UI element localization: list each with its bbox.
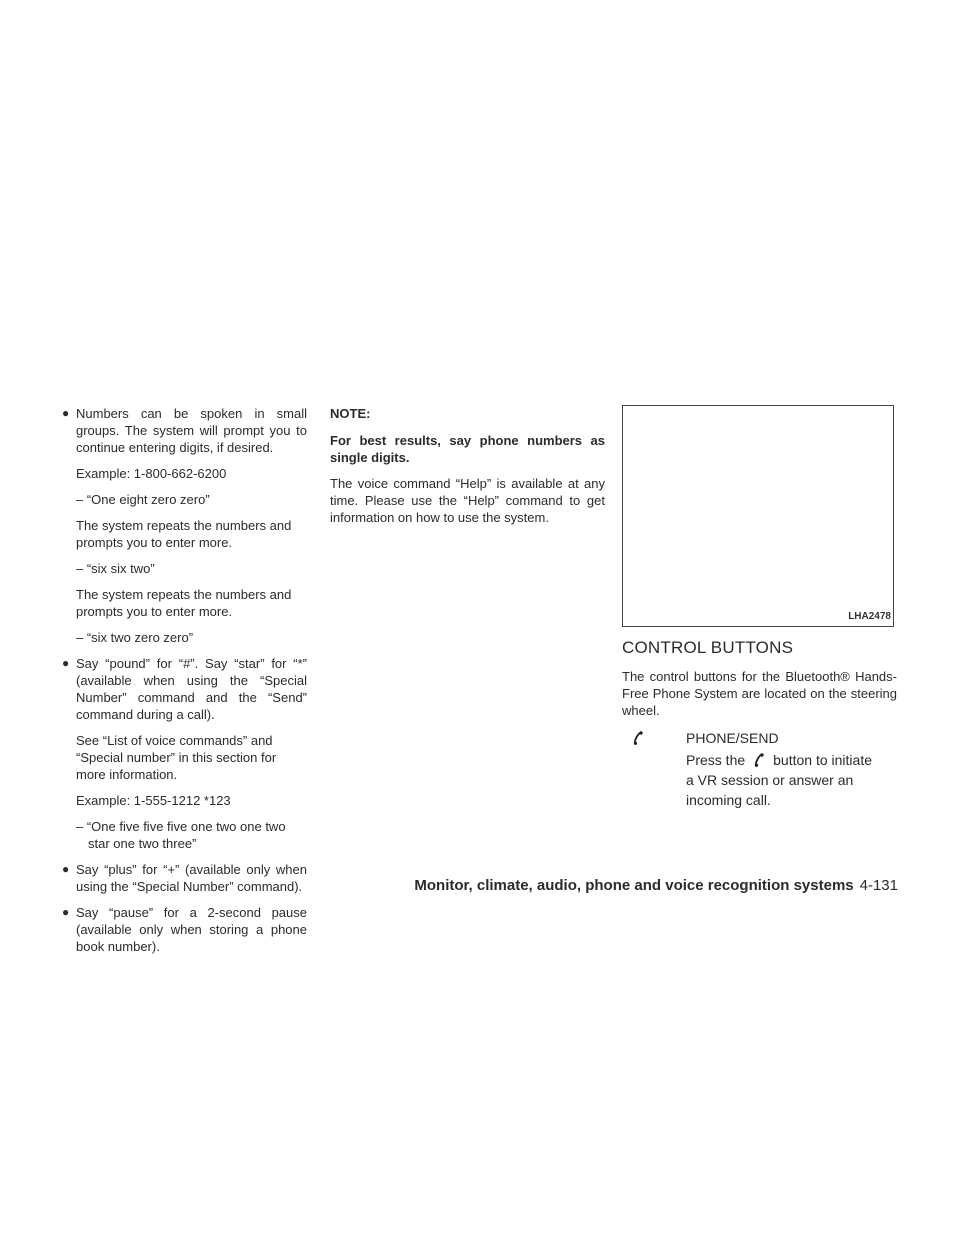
note-text: The voice command “Help” is available at any time. Please use the “Help” command to get information on how to use the system. [330, 476, 605, 525]
bullet-icon: ● [62, 862, 70, 876]
figure-label: LHA2478 [848, 611, 891, 622]
middle-column [330, 405, 605, 535]
note-bold-text: For best results, say phone numbers as single digits. [330, 433, 605, 465]
figure-placeholder [622, 405, 894, 627]
control-title: PHONE/SEND [686, 730, 779, 746]
phone-handset-icon [751, 752, 765, 768]
control-description: Press the button to initiate a VR session or answer an incoming call. [686, 752, 872, 808]
page-number: 4-131 [859, 877, 898, 894]
list-item: ● Say “pound” for “#”. Say “star” for “*” (available when using the “Special Number” command and the “Send” command during a call). [62, 656, 307, 722]
spoken-example: – “six two zero zero” [76, 630, 194, 645]
left-column [62, 405, 307, 964]
reference-text: See “List of voice commands” and “Special number” in this section for more information. [76, 733, 277, 782]
section-title: CONTROL BUTTONS [622, 638, 794, 657]
example-text: Example: 1-800-662-6200 [76, 466, 227, 481]
bullet-icon: ● [62, 406, 70, 420]
spoken-example: – “six six two” [76, 561, 155, 576]
right-column [622, 405, 897, 810]
section-intro: The control buttons for the Bluetooth® Hands-Free Phone System are located on the steering wheel. [622, 669, 897, 718]
system-response: The system repeats the numbers and prompts you to enter more. [76, 587, 292, 619]
list-item: ● Numbers can be spoken in small groups. The system will prompt you to continue entering digits, if desired. [62, 406, 307, 455]
spoken-example: – “One eight zero zero” [76, 492, 210, 507]
phone-handset-icon [630, 730, 644, 746]
bullet-icon: ● [62, 656, 70, 670]
phone-send-control [622, 728, 897, 810]
page-footer [414, 877, 898, 894]
note-heading: NOTE: [330, 406, 371, 421]
spoken-example: – “One five five five one two one two star one two three” [76, 819, 286, 851]
list-item: ● Say “plus” for “+” (available only when using the “Special Number” command). [62, 862, 307, 894]
list-item: ● Say “pause” for a 2-second pause (available only when storing a phone book number). [62, 905, 307, 954]
example-text: Example: 1-555-1212 *123 [76, 793, 231, 808]
bullet-icon: ● [62, 905, 70, 919]
footer-title: Monitor, climate, audio, phone and voice recognition systems [414, 877, 854, 894]
system-response: The system repeats the numbers and prompts you to enter more. [76, 518, 292, 550]
